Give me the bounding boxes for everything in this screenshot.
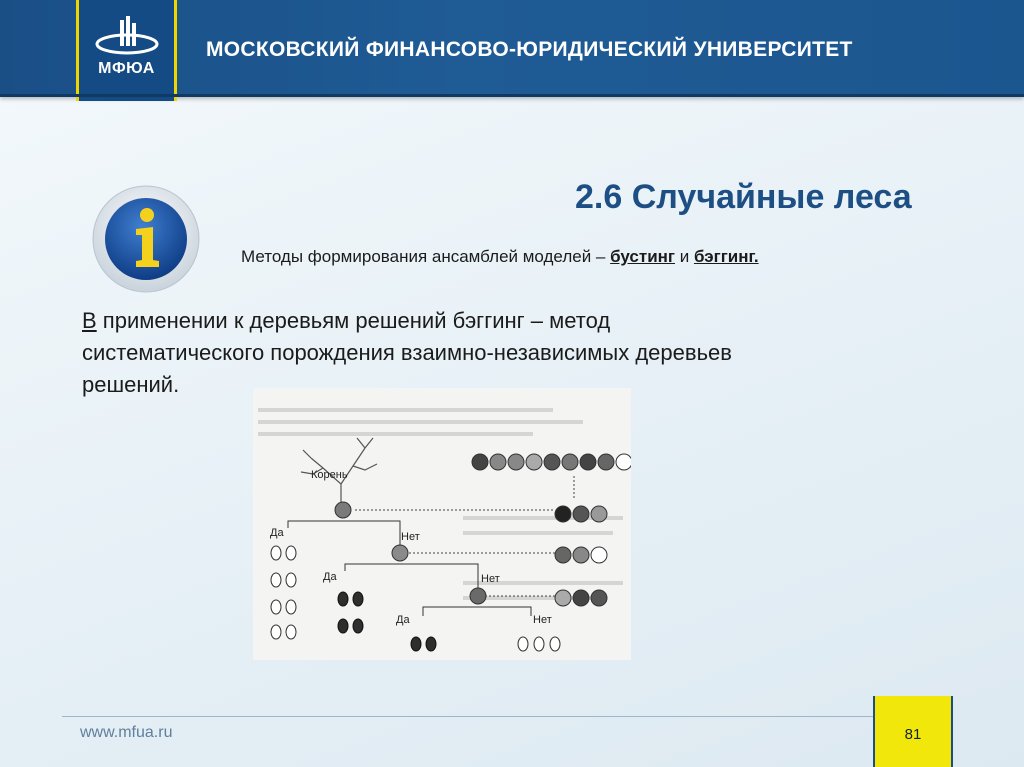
root-label: Корень	[311, 469, 348, 481]
yes-label-2: Да	[323, 571, 337, 583]
footer-divider	[62, 716, 873, 717]
logo-emblem-icon	[91, 14, 163, 58]
decision-tree-diagram	[253, 388, 631, 660]
no-label-2: Нет	[481, 573, 500, 585]
no-label-3: Нет	[533, 614, 552, 626]
slide-title: 2.6 Случайные леса	[575, 178, 912, 216]
info-icon	[90, 183, 202, 295]
page-number: 81	[904, 726, 922, 743]
bagging-tree-figure	[253, 388, 631, 660]
subtitle-and: и	[679, 247, 690, 266]
university-name: МОСКОВСКИЙ ФИНАНСОВО-ЮРИДИЧЕСКИЙ УНИВЕРСИТЕТ	[206, 38, 853, 61]
university-logo[interactable]	[76, 0, 177, 101]
yes-label-1: Да	[270, 527, 284, 539]
term-bagging: бэггинг.	[693, 247, 759, 266]
logo-text: МФЮА	[98, 60, 155, 77]
header-bar	[0, 0, 1024, 97]
body-first-letter: В	[82, 308, 97, 333]
website-link[interactable]: www.mfua.ru	[80, 724, 173, 741]
yes-label-3: Да	[396, 614, 410, 626]
term-boosting: бустинг	[610, 247, 675, 266]
slide-subtitle	[241, 247, 759, 267]
page-number-box	[873, 696, 953, 767]
no-label-1: Нет	[401, 531, 420, 543]
subtitle-text: Методы формирования ансамблей моделей –	[241, 247, 606, 266]
body-paragraph	[82, 305, 782, 401]
body-text: применении к деревьям решений бэггинг – метод систематического порождения взаимно-независимых деревьев решений.	[82, 308, 732, 397]
